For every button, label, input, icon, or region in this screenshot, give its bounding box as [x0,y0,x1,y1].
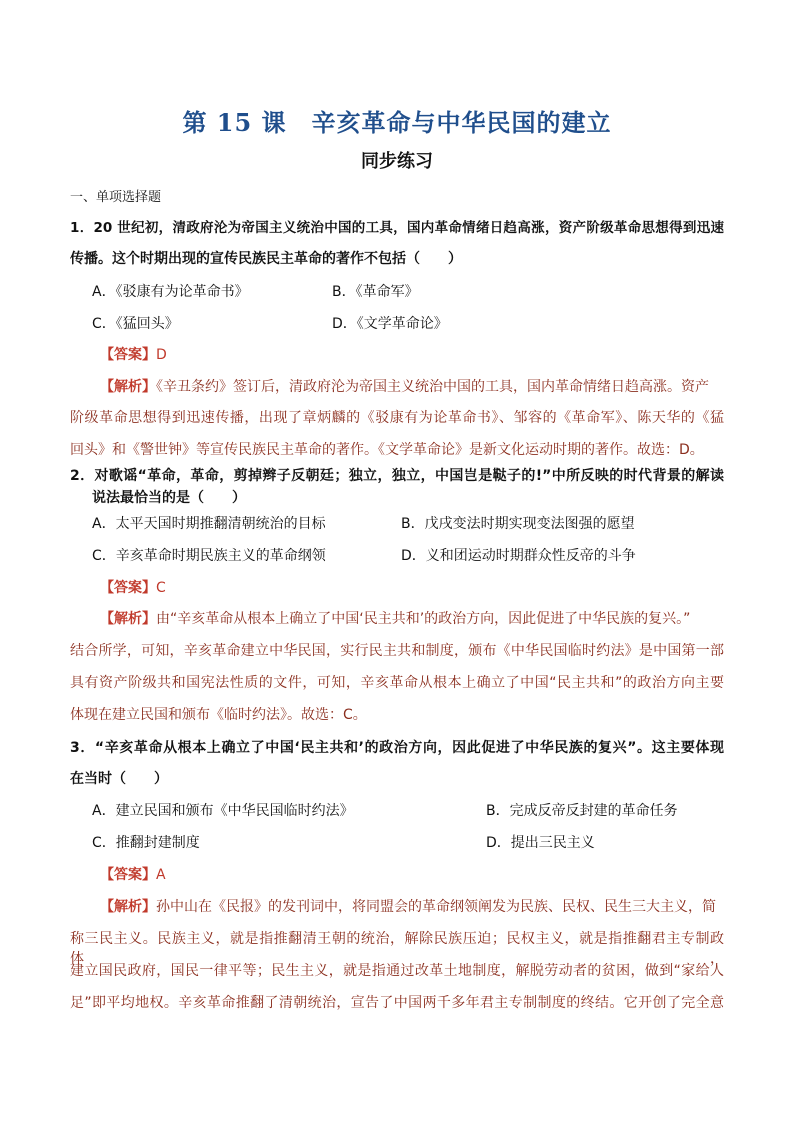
q1-option-a: A．《驳康有为论革命书》 [92,284,249,300]
explanation-label: 【解析】 [100,379,156,395]
explanation-text: 孙中山在《民报》的发刊词中，将同盟会的革命纲领阐发为民族、民权、民生三大主义，简 [156,899,716,915]
q3-explanation-line1 [100,897,716,917]
q1-answer [100,345,167,365]
q3-explanation-line2: 称三民主义。民族主义，就是指推翻清王朝的统治，解除民族压迫；民权主义，就是指推翻君主专制政体， [70,931,724,967]
q1-stem-line2: 传播。这个时期出现的宣传民族民主革命的著作不包括（ ） [70,251,462,267]
q1-option-c: C．《猛回头》 [92,316,179,332]
q1-explanation-line1 [100,377,709,397]
q3-answer [100,865,166,885]
answer-label: 【答案】 [100,580,156,596]
q2-option-a: A．太平天国时期推翻清朝统治的目标 [92,516,326,532]
q3-option-d: D．提出三民主义 [486,835,595,851]
q1-option-d: D．《文学革命论》 [332,316,448,332]
q3-explanation-line4: 足”即平均地权。辛亥革命推翻了清朝统治，宣告了中国两千多年君主专制制度的终结。它开创了完全意 [70,995,724,1011]
q3-stem-line2: 在当时（ ） [70,771,168,787]
q1-option-b: B．《革命军》 [332,284,419,300]
explanation-label: 【解析】 [100,899,156,915]
q3-option-c: C．推翻封建制度 [92,835,200,851]
lesson-subtitle: 同步练习 [361,151,433,172]
q3-explanation-line3: 建立国民政府，国民一律平等；民生主义，就是指通过改革土地制度，解脱劳动者的贫困，做到“家给人 [70,963,724,979]
q1-explanation-line2: 阶级革命思想得到迅速传播，出现了章炳麟的《驳康有为论革命书》、邹容的《革命军》、陈天华的《猛 [70,410,724,426]
answer-value: C [156,580,166,596]
explanation-text: 《辛丑条约》签订后，清政府沦为帝国主义统治中国的工具，国内革命情绪日趋高涨。资产 [156,379,709,395]
answer-label: 【答案】 [100,347,156,363]
answer-value: D [156,347,167,363]
answer-label: 【答案】 [100,867,156,883]
q2-explanation-line1 [100,609,690,629]
explanation-text: 由“辛亥革命从根本上确立了中国‘民主共和’的政治方向，因此促进了中华民族的复兴。” [156,611,691,627]
q2-answer [100,578,166,598]
answer-value: A [156,867,166,883]
q2-explanation-line3: 具有资产阶级共和国宪法性质的文件，可知，辛亥革命从根本上确立了中国“民主共和”的政治方向主要 [70,675,724,691]
q1-stem-line1: 1．20 世纪初，清政府沦为帝国主义统治中国的工具，国内革命情绪日趋高涨，资产阶级革命思想得到迅速 [70,220,724,236]
q2-option-b: B．戊戌变法时期实现变法图强的愿望 [401,516,635,532]
q3-option-a: A．建立民国和颁布《中华民国临时约法》 [92,803,354,819]
q2-option-d: D．义和团运动时期群众性反帝的斗争 [401,548,636,564]
q1-explanation-line3: 回头》和《警世钟》等宣传民族民主革命的著作。《文学革命论》是新文化运动时期的著作。故选：D。 [70,442,704,458]
section-heading: 一、单项选择题 [70,190,162,205]
lesson-title: 第 15 课 辛亥革命与中华民国的建立 [182,108,612,137]
q2-stem-line1: 2．对歌谣“革命，革命，剪掉辫子反朝廷；独立，独立，中国岂是鞑子的!”中所反映的时代背景的解读 [70,468,724,484]
q3-stem-line1: 3．“辛亥革命从根本上确立了中国‘民主共和’的政治方向，因此促进了中华民族的复兴”。这主要体现 [70,740,724,756]
q2-option-c: C．辛亥革命时期民族主义的革命纲领 [92,548,326,564]
q3-option-b: B．完成反帝反封建的革命任务 [486,803,678,819]
q2-explanation-line4: 体现在建立民国和颁布《临时约法》。故选：C。 [70,707,367,723]
q2-stem-line2: 说法最恰当的是（ ） [92,490,246,506]
explanation-label: 【解析】 [100,611,156,627]
q2-explanation-line2: 结合所学，可知，辛亥革命建立中华民国，实行民主共和制度，颁布《中华民国临时约法》是中国第一部 [70,643,724,659]
